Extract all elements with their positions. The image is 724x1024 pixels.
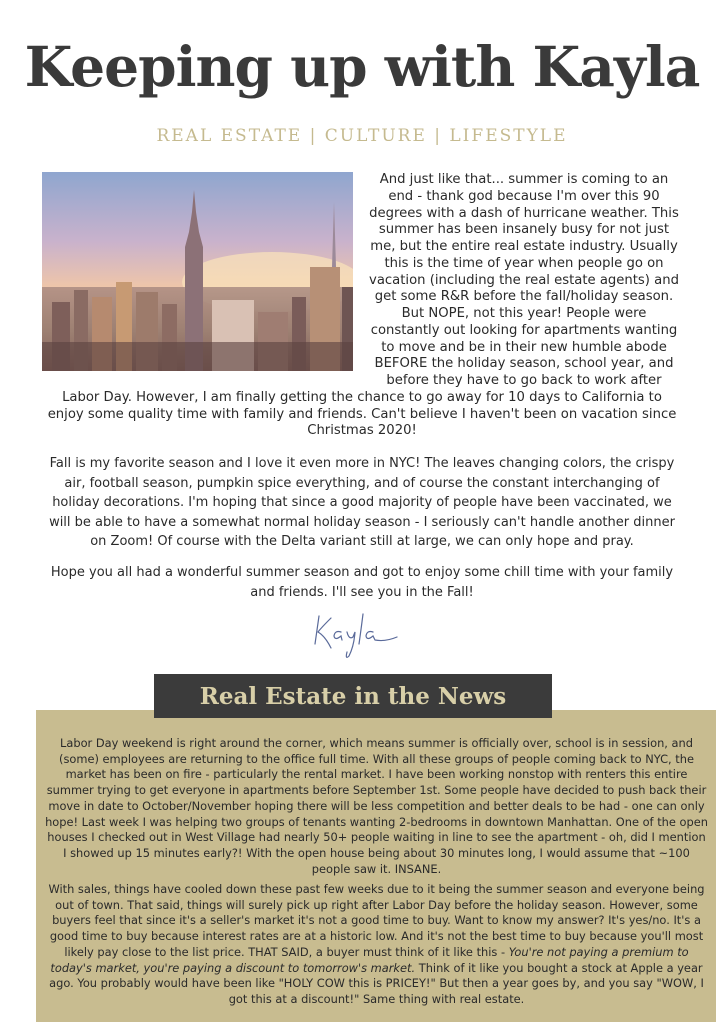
news-heading-bar <box>154 674 552 718</box>
news-rental-paragraph: Labor Day weekend is right around the corner, which means summer is officially over, school is in session, and (some) employees are returning to the office full time. With all these groups of people coming back to NYC, the market has been on fire - particularly the rental market. I have been working nonstop with renters this entire summer trying to get everyone in apartments before September 1st. Some people have decided to push back their move in date to October/November hoping there will be less competition and better deals to be had - one can only hope! Last week I was helping two groups of tenants wanting 2-bedrooms in downtown Manhattan. One of the open houses I checked out in West Village had nearly 50+ people waiting in line to see the apartment - oh, did I mention I showed up 15 minutes early?! With the open house being about 30 minutes long, I would assume that ~100 people saw it. INSANE. <box>45 736 708 876</box>
newsletter-subtitle: REAL ESTATE | CULTURE | LIFESTYLE <box>156 126 568 146</box>
photo-float-spacer <box>42 172 366 382</box>
news-heading: Real Estate in the News <box>199 682 507 710</box>
intro-paragraph <box>42 172 682 440</box>
news-sales-text-end: Think of it like you bought a stock at Apple a year ago. You probably would have been like "HOLY COW this is PRICEY!" But then a year goes by, and you say "WOW, I got this at a discount!" Same thing with real estate. <box>49 960 704 1006</box>
news-sales-quote: You're not paying a premium to today's market, you're paying a discount to tomorrow's market. <box>50 944 689 975</box>
newsletter-title: Keeping up with Kayla <box>24 34 700 99</box>
news-sales-paragraph <box>44 882 709 1008</box>
intro-paragraph-text: And just like that... summer is coming to an end - thank god because I'm over this 90 degrees with a dash of hurricane weather. This summer has been insanely busy for not just me, but the entire real estate industry. Usually this is the time of year when people go on vacation (including the real estate agents) and get some R&R before the fall/holiday season. But NOPE, not this year! People were constantly out looking for apartments wanting to move and be in their new humble abode BEFORE the holiday season, school year, and before they have to go back to work after Labor Day. However, I am finally getting the chance to go away for 10 days to California to enjoy some quality time with family and friends. Can't believe I haven't been on vacation since Christmas 2020! <box>47 172 679 439</box>
news-sales-text-start: With sales, things have cooled down these past few weeks due to it being the summer season and everyone being out of town. That said, things will surely pick up right after Labor Day before the holiday season. However, some buyers feel that since it's a seller's market it's not a good time to buy. Want to know my answer? It's yes/no. It's a good time to buy because interest rates are at a historic low. And it's not the best time to buy because you'll most likely pay close to the list price. THAT SAID, a buyer must think of it like this - <box>48 882 705 959</box>
kayla-signature <box>305 604 405 664</box>
closing-paragraph: Hope you all had a wonderful summer season and got to enjoy some chill time with your family and friends. I'll see you in the Fall! <box>50 565 674 600</box>
fall-paragraph: Fall is my favorite season and I love it even more in NYC! The leaves changing colors, the crispy air, football season, pumpkin spice everything, and of course the constant interchanging of holiday decorations. I'm hoping that since a good majority of people have been vaccinated, we will be able to have a somewhat normal holiday season - I seriously can't handle another dinner on Zoom! Of course with the Delta variant still at large, we can only hope and pray. <box>49 456 675 549</box>
